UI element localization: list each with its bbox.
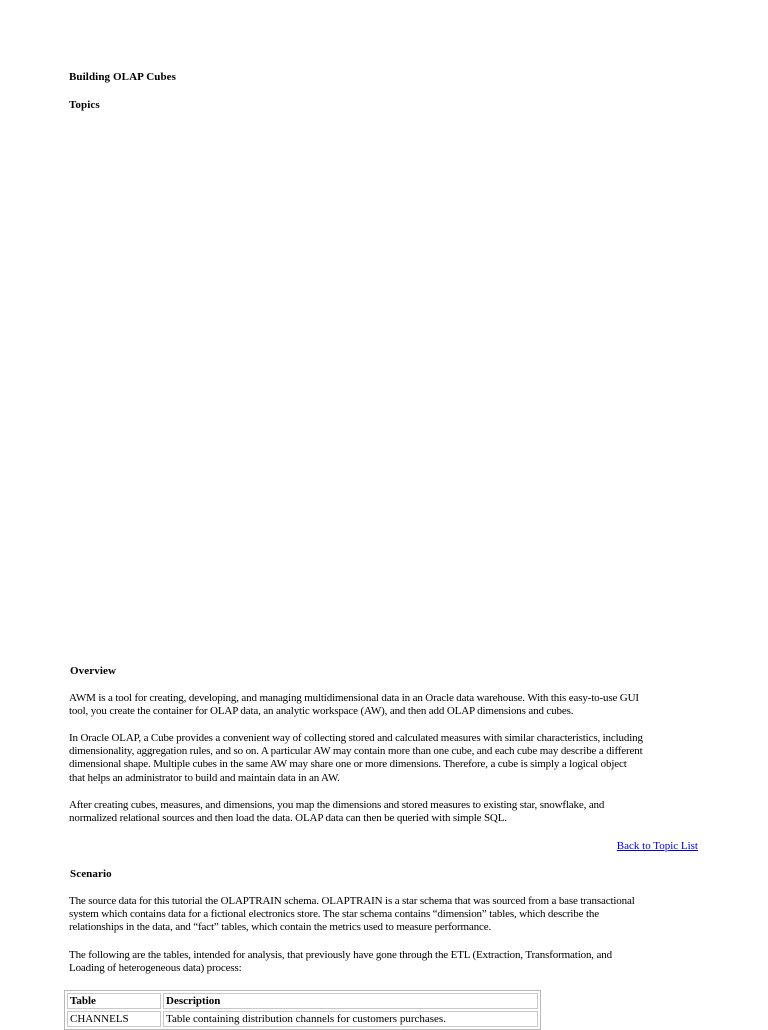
topics-heading: Topics <box>69 99 100 111</box>
table-cell: CHANNELS <box>67 1011 161 1027</box>
text-line: After creating cubes, measures, and dimensions, you map the dimensions and stored measures to existing star, snowflake, and <box>69 799 605 811</box>
scenario-paragraph-1 <box>69 895 635 935</box>
text-line: system which contains data for a fictional electronics store. The star schema contains “dimension” tables, which describe the <box>69 908 599 921</box>
text-line: that helps an administrator to build and maintain data in an AW. <box>69 771 340 784</box>
text-line: The source data for this tutorial the OLAPTRAIN schema. OLAPTRAIN is a star schema that was sourced from a base transactional <box>69 895 635 907</box>
text-line: AWM is a tool for creating, developing, and managing multidimensional data in an Oracle data warehouse. With this easy-to-use GUI <box>69 692 639 704</box>
text-line: normalized relational sources and then load the data. OLAP data can then be queried with simple SQL. <box>69 812 507 825</box>
page-title: Building OLAP Cubes <box>69 71 177 83</box>
overview-paragraph-3 <box>69 799 604 825</box>
table-cell: Table containing distribution channels for customers purchases. <box>163 1011 538 1027</box>
overview-paragraph-2 <box>69 732 643 785</box>
text-line: Loading of heterogeneous data) process: <box>69 962 242 975</box>
back-to-topic-list-link[interactable]: Back to Topic List <box>616 840 698 852</box>
table-header-row <box>67 993 538 1009</box>
text-line: relationships in the data, and “fact” tables, which contain the metrics used to measure performance. <box>69 921 492 934</box>
text-line: In Oracle OLAP, a Cube provides a convenient way of collecting stored and calculated measures with similar characteristics, including <box>69 732 643 744</box>
scenario-heading: Scenario <box>70 868 112 880</box>
text-line: tool, you create the container for OLAP data, an analytic workspace (AW), and then add OLAP dimensions and cubes. <box>69 705 574 718</box>
source-tables-table <box>64 990 541 1030</box>
text-line: The following are the tables, intended for analysis, that previously have gone through the ETL (Extraction, Transformation, and <box>69 949 612 961</box>
column-header-description: Description <box>163 993 538 1009</box>
text-line: dimensional shape. Multiple cubes in the same AW may share one or more dimensions. Therefore, a cube is simply a logical object <box>69 758 627 771</box>
column-header-table: Table <box>67 993 161 1009</box>
table-row <box>67 1011 538 1027</box>
scenario-paragraph-2 <box>69 949 612 975</box>
overview-heading: Overview <box>70 665 117 677</box>
text-line: dimensionality, aggregation rules, and so on. A particular AW may contain more than one cube, and each cube may describe a different <box>69 745 643 758</box>
overview-paragraph-1 <box>69 692 639 718</box>
